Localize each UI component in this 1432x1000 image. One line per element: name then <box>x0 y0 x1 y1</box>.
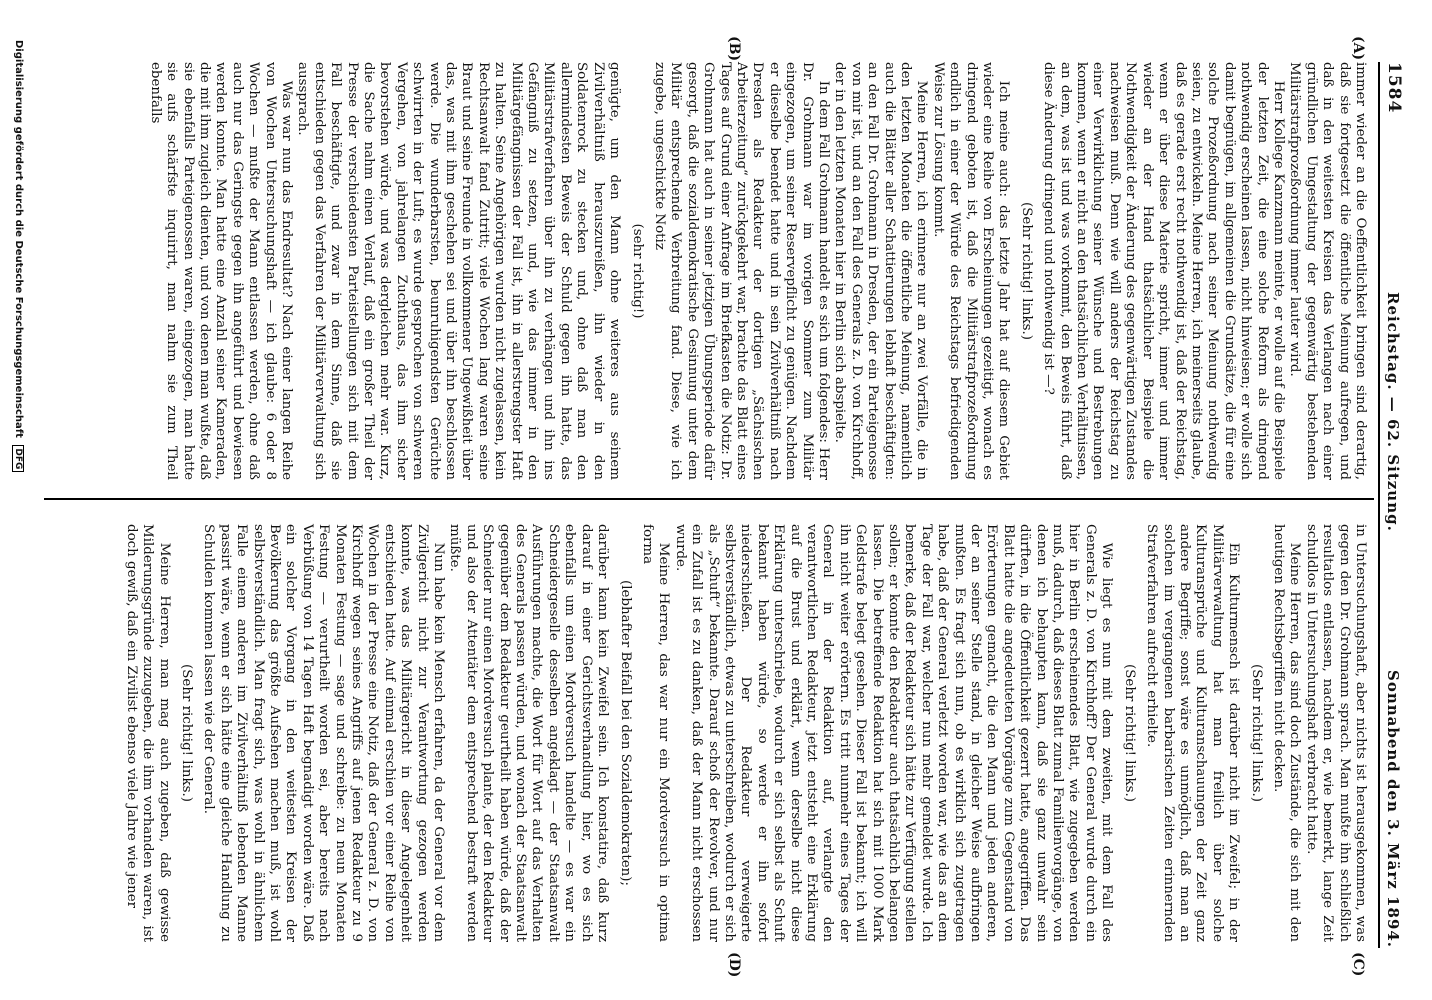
paragraph: Meine Herren, ich erinnere nur an zwei Vorfälle, die in den letzten Monaten die öffentliche Meinung, namentlich auch die Blätter aller Schattierungen lebhaft beschäftigten: an den Fall Dr. Grohmann in Dresden, der ein Parteigenosse von mir ist, und an den Fall des Generals z. D. von Kirchhoff, der in den letzten Monaten hier in Berlin sich abspielte. <box>832 62 930 480</box>
margin-marker-c: (C) <box>1350 952 1366 977</box>
paragraph: darüber kann kein Zweifel sein. Ich konstatire, daß kurz darauf in einer Gerichtsverhandlung hier, wo es sich ebenfalls um einen Mordversuch handelte — es war ein Schneidergeselle desselben angeklagt — der Staatsanwalt Ausführungen machte, die Wort für Wort auf das Verhalten des Generals passen würden, und wonach der Staatsanwalt gegenüber dem Redakteur geurtheilt haben würde, daß der Schneider nur einen Mordversuch plante, der den Redakteur und also der Attentäter dem entsprechend bestraft werden müßte. <box>447 524 611 942</box>
footer <box>12 40 24 970</box>
paragraph: immer wieder an die Oeffentlichkeit bringen sind derartig, daß sie fortgesetzt die öffentliche Meinung aufregen, und daß in den weitesten Kreisen das Verlangen nach einer gründlichen Umgestaltung der gegenwärtig bestehenden Militärstrafprozeßordnung immer lauter wird. <box>1287 62 1368 480</box>
paragraph: Wie liegt es nun mit dem zweiten, mit dem Fall des Generals z. D. von Kirchhoff? Der General wurde durch ein hier in Berlin erscheinendes Blatt, wie zugegeben werden muß, dadurch, daß dieses Blatt zumal Familienvorgänge, von denen ich behaupten kann, daß sie ganz unwahr sein dürften, in die Öffentlichkeit gezerrt hatte, angegriffen. Das Blatt hatte die angedeuteten Vorgänge zum Gegenstand von Erörterungen gemacht, die den Mann und jeden anderen, der an seiner Stelle stand, in gleicher Weise aufbringen mußten. Es fragt sich nun, ob es wirklich sich zugetragen habe, daß der General verletzt worden war, wie das an dem Tage der Fall war, welcher nun mehr gemeldet wurde. Ich bemerke, daß der Redakteur sich hätte zur Verfügung stellen sollen; er konnte den Redakteur auch thatsächlich belangen lassen. Die betreffende Redaktion hat sich mit 1000 Mark Geldstrafe belegt gesehen. Dieser Fall ist bekannt; ich will ihn nicht weiter erörtern. Es tritt nunmehr eines Tages der General in der Redaktion auf, verlangte den verantwortlichen Redakteur, jetzt entsteht eine Erklärung auf die Brust und erklärt, wenn derselbe nicht diese Erklärung unterschriebe, wodurch er sich selbst als Schuft bekannt haben würde, so werde er ihn sofort niederschießen. Der Redakteur verweigerte selbstverständlich, etwas zu unterschreiben, wodurch er sich als „Schuft“ bekannte. Darauf schoß der Revolver, und nur ein Zufall ist es zu danken, daß der Mann nicht erschossen wurde. <box>672 524 1115 942</box>
page-header <box>1380 62 1404 948</box>
session-title: Reichstag. — 62. Sitzung. <box>1384 292 1402 532</box>
interjection: (Sehr richtig! links.) <box>1121 664 1137 802</box>
page-number: 1584 <box>1384 62 1404 114</box>
interjection: (Sehr richtig! links.) <box>1018 202 1034 340</box>
right-column <box>122 524 1368 942</box>
interjection: (sehr richtig!) <box>629 223 645 319</box>
paragraph: Meine Herren, das sind doch Zustände, die sich mit den heutigen Rechtsbegriffen nicht decken. <box>1270 524 1303 942</box>
interjection: (lebhafter Beifall bei den Sozialdemokraten); <box>617 579 633 886</box>
column-divider <box>44 498 1374 500</box>
paragraph: Meine Herren, das war nur ein Mordversuch in optima forma <box>639 524 672 942</box>
dfg-logo: DFG <box>12 445 24 472</box>
paragraph: Was war nun das Endresultat? Nach einer langen Reihe von Wochen Untersuchungshaft — ich glaube: 6 oder 8 Wochen — mußte der Mann entlassen werden, ohne daß auch nur das Geringste gegen ihn angeführt und bewiesen werden konnte. Man hatte eine Anzahl seiner Kameraden, die mit ihm zugleich dienten, und von denen man wußte, daß sie ebenfalls Parteigenossen waren, eingezogen, man hatte sie aufs schärfste inquirirt, man nahm sie zum Theil ebenfalls <box>147 62 294 480</box>
paragraph: Ein Kulturmensch ist darüber nicht im Zweifel; in der Militärverwaltung hat man freilich über solche Kulturansprüche und Kulturanschauungen der Zeit ganz andere Begriffe; sonst wäre es unmöglich, daß man an solchen im vergangenen barbarischen Zeiten erinnernden Strafverfahren aufrecht erhielte. <box>1144 524 1242 942</box>
session-date: Sonnabend den 3. März 1894. <box>1384 670 1402 948</box>
footer-credit: Digitalisierung gefördert durch die Deutsche Forschungsgemeinschaft <box>13 40 24 438</box>
paragraph: genügte, um den Mann ohne weiteres aus seinem Zivilverhältniß herauszureißen, ihn wieder in den Soldatenrock zu stecken und, ohne daß man den allermindesten Beweis der Schuld gegen ihn hatte, das Militärstrafverfahren über ihn zu verhängen und ihn ins Gefängniß zu setzen, und, wie das immer in den Militärgefängnissen der Fall ist, ihn in allerstrengster Haft zu halten. Seine Angehörigen wurden nicht zugelassen, kein Rechtsanwalt fand Zutritt; viele Wochen lang waren seine Braut und seine Freunde in vollkommener Ungewißheit über das, was mit ihm geschehen sei und über ihn beschlossen werde. Die wunderbarsten, beunruhigendsten Gerüchte schwirrten in der Luft; es wurde gesprochen von schweren Vergehen, von jahrelangen Zuchthaus, das ihm sicher bevorstehen würde, und was dergleichen mehr war. Kurz, die Sache nahm einen Verlauf, daß ein großer Theil der Presse der verschiedensten Parteistellungen sich mit dem Fall beschäftigte, und zwar in dem Sinne, daß sie entschieden gegen das Verfahren der Militärverwaltung sich aussprach. <box>295 62 623 480</box>
margin-marker-d: (D) <box>726 952 742 978</box>
interjection: (Sehr richtig! links.) <box>178 664 194 802</box>
margin-marker-a: (A) <box>1350 36 1366 61</box>
paragraph: Nun habe kein Mensch erfahren, da der General vor dem Zivilgericht nicht zur Verantwortung gezogen werden konnte, was das Militärgericht in dieser Angelegenheit entschieden hatte. Auf einmal erschien vor einer Reihe von Wochen in der Presse eine Notiz, daß der General z. D. von Kirchhoff wegen seines Angriffs auf jenen Redakteur zu 9 Monaten Festung — sage und schreibe: zu neun Monaten Festung — verurtheilt worden sei, aber bereits nach Verbüßung von 14 Tagen Haft begnadigt worden wäre. Daß ein solcher Vorgang in den weitesten Kreisen der Bevölkerung das größte Aufsehen machen muß, ist wohl selbstverständlich. Man fragt sich, was wohl in ähnlichem Falle einem anderen im Zivilverhältniß lebenden Manne passirt wäre, wenn er sich hätte eine gleiche Handlung zu Schulden kommen lassen wie der General. <box>201 524 447 942</box>
paragraph: Herr Kollege Kanzmann meinte, er wolle auf die Beispiele der letzten Zeit, die eine solche Reform als dringend nothwendig erscheinen lassen, nicht hinweisen; er wolle sich damit begnügen, im allgemeinen die Grundsätze, die für eine solche Prozeßordnung nach seiner Meinung nothwendig seien, zu entwickeln. Meine Herren, ich meinerseits glaube, daß es gerade erst recht nothwendig ist, daß der Reichstag, wenn er über diese Materie spricht, immer und immer wieder an der Hand thatsächlicher Beispiele die Nothwendigkeit der Änderung des gegenwärtigen Zustandes nachweisen muß. Denn wie will anders der Reichstag zu einer Verwirklichung seiner Wünsche und Bestrebungen kommen, wenn er nicht an den thatsächlichen Verhältnissen, an dem, was ist und was vorkommt, den Beweis führt, daß diese Änderung dringend und nothwendig ist —? <box>1041 62 1286 480</box>
margin-marker-b: (B) <box>726 36 742 62</box>
paragraph: in Untersuchungshaft, aber nichts ist herausgekommen, was gegen den Dr. Grohmann sprach. Man mußte ihn schließlich resultatlos entlassen, nachdem er, wie bemerkt, lange Zeit schuldlos in Untersuchungshaft verbracht hatte. <box>1303 524 1368 942</box>
paragraph: Ich meine auch: das letzte Jahr hat auf diesem Gebiet wieder eine Reihe von Erscheinungen gezeitigt, wonach es dringend geboten ist, daß die Militärstrafprozeßordnung endlich in einer der Würde des Reichstags befriedigenden Weise zur Lösung kommt. <box>930 62 1012 480</box>
interjection: (Sehr richtig! links.) <box>1248 664 1264 802</box>
paragraph: In dem Fall Grohmann handelt es sich um folgendes: Herr Dr. Grohmann war im vorigen Sommer zum Militär eingezogen, um seiner Reservepflicht zu genügen. Nachdem er dieselbe beendet hatte und in sein Zivilverhältniß nach Dresden als Redakteur der dortigen „Sächsischen Arbeiterzeitung“ zurückgekehrt war, brachte das Blatt eines Tages auf Grund einer Anfrage im Briefkasten die Notiz: Dr. Grohmann hat auch in seiner jetzigen Übungsperiode dafür gesorgt, daß die sozialdemokratische Gesinnung unter dem Militär entsprechende Verbreitung fand. Diese, wie ich zugebe, ungeschickte Notiz <box>651 62 831 480</box>
paragraph: Meine Herren, man mag auch zugeben, daß gewisse Milderungsgründe zuzugeben, die ihm vorhanden waren, ist doch gewiß, daß ein Zivilist ebenso viele Jahre wie jener <box>123 524 172 942</box>
left-column <box>146 62 1368 480</box>
header-rule <box>1378 62 1380 948</box>
